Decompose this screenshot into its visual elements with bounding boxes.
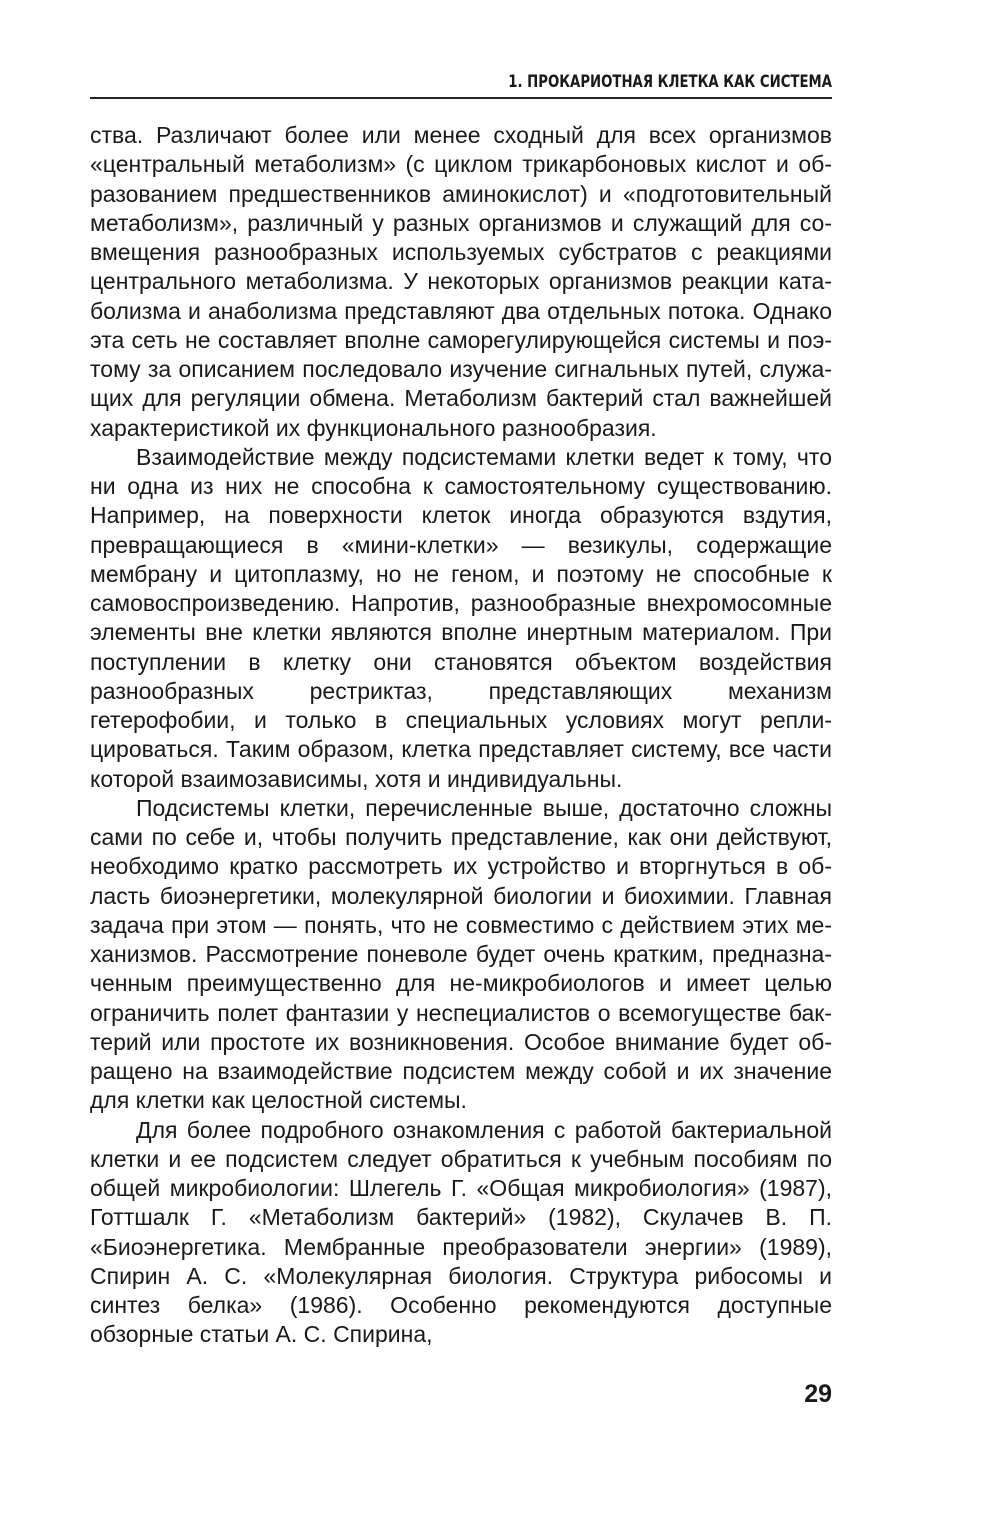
running-head: 1. ПРОКАРИОТНАЯ КЛЕТКА КАК СИСТЕМА: [508, 72, 832, 92]
paragraph-1: ства. Различают более или менее сходный для всех организмов «центральный метаболизм» (с циклом трикарбоновых кислот и образованием предшественников аминокислот) и «подготовительный метаболизм», различный у разных организмов и служащий для совмещения разнообразных используемых субстратов с реакциями центрального метаболизма. У некоторых организмов реакции катаболизма и анаболизма представляют два отдельных потока. Однако эта сеть не составляет вполне саморегулирующейся системы и поэтому за описанием последовало изучение сигнальных путей, служащих для регуляции обмена. Метаболизм бактерий стал важнейшей характеристикой их функционального разнообразия.: [90, 122, 832, 441]
paragraph-3: Подсистемы клетки, перечисленные выше, достаточно сложны сами по себе и, чтобы получить представление, как они действуют, необходимо кратко рассмотреть их устройство и вторгнуться в область биоэнергетики, молекулярной биологии и биохимии. Главная задача при этом — понять, что не совместимо с действием этих механизмов. Рассмотрение поневоле будет очень кратким, предназначенным преимущественно для не-микробиологов и имеет целью ограничить полет фантазии у неспециалистов о всемогуществе бактерий или простоте их возникновения. Особое внимание будет обращено на взаимодействие подсистем между собой и их значение для клетки как целостной системы.: [90, 794, 832, 1114]
header-rule: [90, 97, 832, 99]
page-number: 29: [804, 1380, 832, 1408]
paragraph-4: Для более подробного ознакомления с работой бактериальной клетки и ее подсистем следует обратиться к учебным пособиям по общей микробиологии: Шлегель Г. «Общая микробиология» (1987), Готтшалк Г. «Метаболизм бактерий» (1982), Скулачев В. П. «Биоэнергетика. Мембранные преобразователи энергии» (1989), Спирин А. С. «Молекулярная биология. Структура рибосомы и синтез белка» (1986). Особенно рекомендуются доступные обзорные статьи А. С. Спирина,: [90, 1116, 832, 1348]
body-text: [90, 121, 832, 1350]
paragraph-2: Взаимодействие между подсистемами клетки ведет к тому, что ни одна из них не способна к самостоятельному существованию. Например, на поверхности клеток иногда образуются вздутия, превращающиеся в «мини-клетки» — везикулы, содержащие мембрану и цитоплазму, но не геном, и поэтому не способные к самовоспроизведению. Напротив, разнообразные внехромосомные элементы вне клетки являются вполне инертным материалом. При поступлении в клетку они становятся объектом воздействия разнообразных рестриктаз, представляющих механизм гетерофобии, и только в специальных условиях могут реплицироваться. Таким образом, клетка представляет систему, все части которой взаимозависимы, хотя и индивидуальны.: [90, 443, 832, 792]
